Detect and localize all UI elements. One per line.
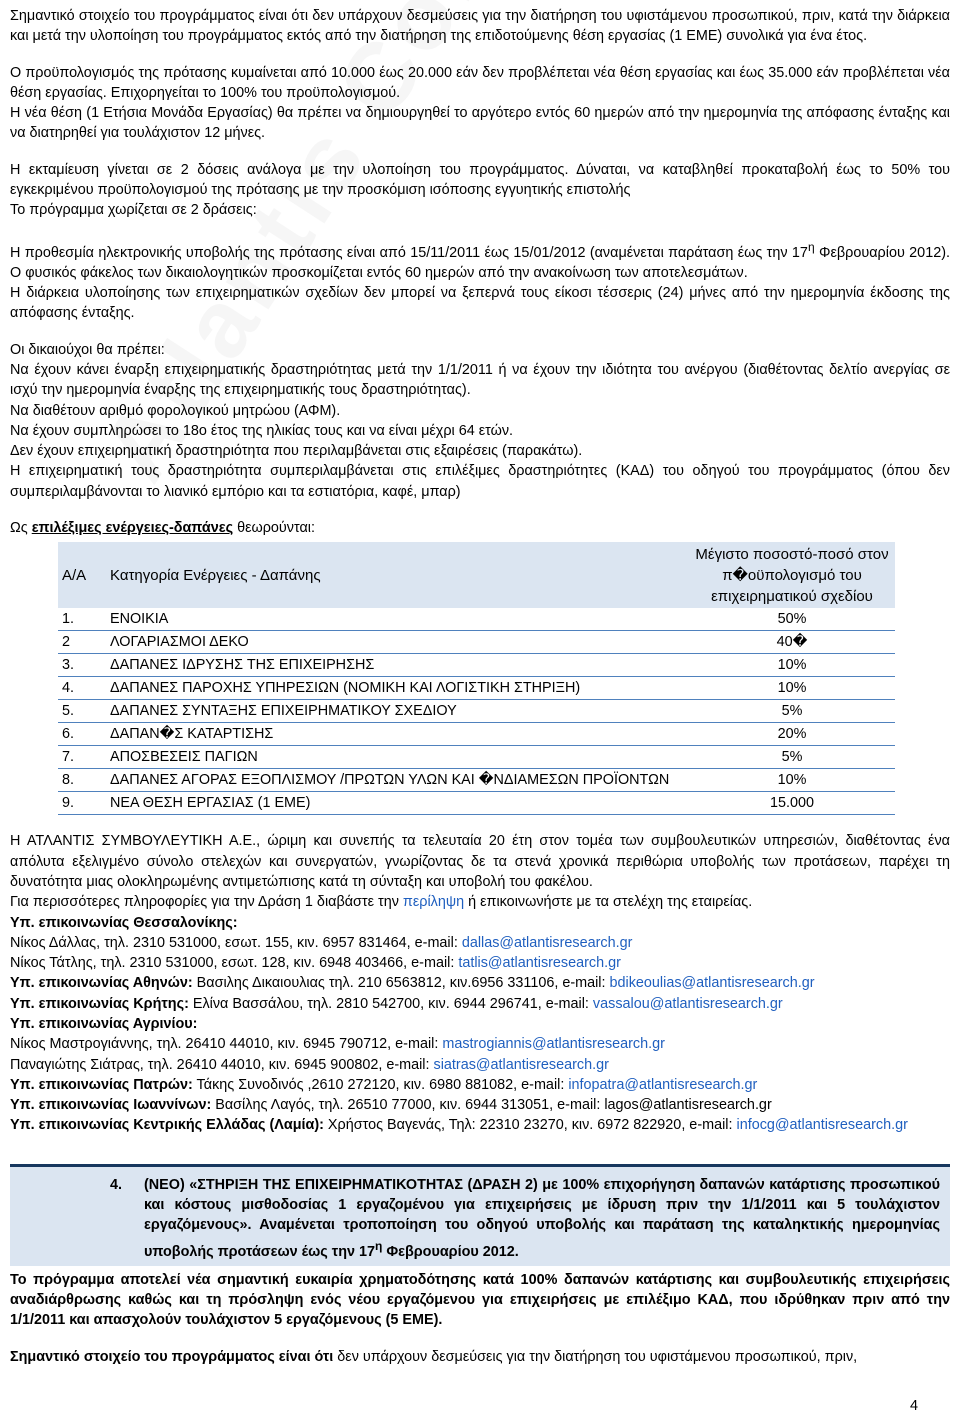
row-category-cell: ΝΕΑ ΘΕΣΗ ΕΡΓΑΣΙΑΣ (1 ΕΜΕ) [106, 792, 689, 815]
table-row [58, 723, 895, 746]
row-category-cell: ΔΑΠΑΝΕΣ ΠΑΡΟΧΗΣ ΥΠΗΡΕΣΙΩΝ (ΝΟΜΙΚΗ ΚΑΙ ΛΟΓΙΣΤΙΚΗ ΣΤΗΡΙΞΗ) [106, 677, 689, 700]
row-value-cell: 5% [689, 746, 895, 769]
row-category-cell: ΔΑΠΑΝ�Σ ΚΑΤΑΡΤΙΣΗΣ [106, 723, 689, 746]
section-4-text: (ΝΕΟ) «ΣΤΗΡΙΞΗ ΤΗΣ ΕΠΙΧΕΙΡΗΜΑΤΙΚΟΤΗΤΑΣ (ΔΡΑΣΗ 2) με 100% επιχορήγηση δαπανών κατάρτισης προσωπικού και κόστους μισθοδοσίας 1 εργαζομένου για επιχειρήσεις με ίδρυση πριν την 1/1/2011 και 5 τουλάχιστον εργαζόμενους». Αναμένεται τροποποίηση του οδηγού υποβολής και παράταση της καταληκτικής ημερομηνίας υποβολής προτάσεων έως την 17 [144, 1176, 940, 1260]
row-category-cell: ΔΑΠΑΝΕΣ ΙΔΡΥΣΗΣ ΤΗΣ ΕΠΙΧΕΙΡΗΣΗΣ [106, 654, 689, 677]
table-row [58, 608, 895, 631]
final-paragraph [10, 1347, 950, 1367]
beneficiary-item: Να έχουν συμπληρώσει το 18ο έτος της ηλικίας τους και να είναι μέχρι 64 ετών. [10, 422, 514, 439]
contact-details: Παναγιώτης Σιάτρας, τηλ. 26410 44010, κιν. 6945 900802, e-mail: [10, 1056, 434, 1073]
section-4-heading [144, 1175, 940, 1262]
row-number-cell: 9. [58, 792, 106, 815]
deadline-text-cont: Φεβρουαρίου 2012). Ο φυσικός φάκελος των δικαιολογητικών προσκομίζεται εντός 60 ημερών από την ανακοίνωση των αποτελεσμάτων. [10, 244, 950, 281]
contact-details: Νίκος Μαστρογιάννης, τηλ. 26410 44010, κιν. 6945 790712, e-mail: [10, 1036, 443, 1053]
final-emphasis: Σημαντικό στοιχείο του προγράμματος είναι ότι [10, 1348, 334, 1365]
email-link[interactable]: siatras@atlantisresearch.gr [433, 1056, 609, 1073]
deadline-text: Η προθεσμία ηλεκτρονικής υποβολής της πρότασης είναι από 15/11/2011 έως 15/01/2012 (αναμένεται παράταση έως την 17 [10, 244, 808, 261]
more-info-text-cont: ή επικοινωνήστε με τα στελέχη της εταιρείας. [464, 894, 753, 911]
email-link[interactable]: tatlis@atlantisresearch.gr [458, 955, 621, 972]
row-number-cell: 8. [58, 769, 106, 792]
contact-agrinio-title: Υπ. επικοινωνίας Αγρινίου: [10, 1016, 198, 1032]
contact-details: Νίκος Τάτλης, τηλ. 2310 531000, εσωτ. 128, κιν. 6948 403466, e-mail: [10, 955, 459, 972]
contact-line [10, 1095, 950, 1115]
row-category-cell: ΛΟΓΑΡΙΑΣΜΟΙ ΔΕΚΟ [106, 631, 689, 654]
disbursement-text: Η εκταμίευση γίνεται σε 2 δόσεις ανάλογα με την υλοποίηση του προγράμματος. [10, 161, 569, 178]
section-4-box [10, 1164, 950, 1266]
row-category-cell: ΔΑΠΑΝΕΣ ΣΥΝΤΑΞΗΣ ΕΠΙΧΕΙΡΗΜΑΤΙΚΟΥ ΣΧΕΔΙΟΥ [106, 700, 689, 723]
header-cell-no: Α/Α [58, 542, 106, 608]
contact-details: Βασίλης Λαγός, τηλ. 26510 77000, κιν. 6944 313051, e-mail: lagos@atlantisresearch.gr [211, 1097, 772, 1114]
disbursement-paragraph [10, 160, 950, 201]
eligible-expenses-table [58, 542, 895, 815]
contact-details: Τάκης Συνοδινός ,2610 272120, κιν. 6980 881082, e-mail: [192, 1076, 569, 1093]
table-row [58, 654, 895, 677]
row-value-cell: 10% [689, 654, 895, 677]
budget-paragraph [10, 63, 950, 104]
row-number-cell: 3. [58, 654, 106, 677]
section-4-superscript: η [375, 1238, 383, 1253]
row-number-cell: 5. [58, 700, 106, 723]
contact-details: Νίκος Δάλλας, τηλ. 2310 531000, εσωτ. 155, κιν. 6957 831464, e-mail: [10, 934, 462, 951]
intro-paragraph: Σημαντικό στοιχείο του προγράμματος είναι ότι δεν υπάρχουν δεσμεύσεις για την διατήρηση του υφιστάμενου προσωπικού, πριν, κατά την διάρκεια και μετά την υλοποίηση του προγράμματος εκτός από την διατήρηση της επιδοτούμενης θέση εργασίας (1 ΕΜΕ) συνολικά για ένα έτος. [10, 8, 950, 45]
eligible-post-text: θεωρούνται: [233, 520, 315, 537]
table-row [58, 769, 895, 792]
page-number: 4 [909, 1398, 918, 1414]
contact-lamia-label: Υπ. επικοινωνίας Κεντρικής Ελλάδας (Λαμία): [10, 1117, 324, 1134]
email-link[interactable]: vassalou@atlantisresearch.gr [592, 995, 783, 1012]
row-number-cell: 6. [58, 723, 106, 746]
contact-patra-label: Υπ. επικοινωνίας Πατρών: [10, 1076, 193, 1093]
row-number-cell: 2 [58, 631, 106, 654]
row-category-cell: ΑΠΟΣΒΕΣΕΙΣ ΠΑΓΙΩΝ [106, 746, 689, 769]
contact-ioannina-label: Υπ. επικοινωνίας Ιωαννίνων: [10, 1097, 212, 1114]
contact-crete-label: Υπ. επικοινωνίας Κρήτης: [10, 995, 189, 1012]
beneficiaries-title: Οι δικαιούχοι θα πρέπει: [10, 341, 165, 358]
email-link[interactable]: bdikeoulias@atlantisresearch.gr [609, 975, 815, 992]
table-row [58, 677, 895, 700]
contact-thessaloniki-title: Υπ. επικοινωνίας Θεσσαλονίκης: [10, 914, 238, 931]
contact-details: Ελίνα Βασσάλου, τηλ. 2810 542700, κιν. 6944 296741, e-mail: [188, 995, 593, 1012]
more-info-paragraph [10, 892, 950, 912]
contact-line [10, 1115, 950, 1135]
more-info-text: Για περισσότερες πληροφορίες για την Δράση 1 διαβάστε την [10, 894, 403, 911]
new-position-paragraph: Η νέα θέση (1 Ετήσια Μονάδα Εργασίας) θα πρέπει να δημιουργηθεί το αργότερο εντός 60 ημερών από την ημερομηνία της απόφασης ένταξης και να διατηρηθεί για τουλάχιστον 12 μήνες. [10, 105, 950, 142]
actions-paragraph: Το πρόγραμμα χωρίζεται σε 2 δράσεις: [10, 202, 257, 219]
table-row [58, 792, 895, 815]
contact-line [10, 953, 950, 973]
row-value-cell: 20% [689, 723, 895, 746]
row-category-cell: ΕΝΟΙΚΙΑ [106, 608, 689, 631]
row-value-cell: 10% [689, 769, 895, 792]
table-row [58, 631, 895, 654]
header-cell-category: Κατηγορία Ενέργειες - Δαπάνης [106, 542, 689, 608]
email-link[interactable]: mastrogiannis@atlantisresearch.gr [442, 1036, 665, 1053]
contact-athens-label: Υπ. επικοινωνίας Αθηνών: [10, 975, 193, 992]
beneficiary-item: Να διαθέτουν αριθμό φορολογικού μητρώου (ΑΦΜ). [10, 402, 341, 419]
deadline-paragraph [10, 237, 950, 283]
contact-line [10, 973, 950, 993]
contact-details: Βασιλης Δικαιουλιας τηλ. 210 6563812, κιν.6956 331106, e-mail: [192, 975, 610, 992]
program-description-paragraph: Το πρόγραμμα αποτελεί νέα σημαντική ευκαιρία χρηματοδότησης κατά 100% δαπανών κατάρτισης και συμβουλευτικής επιχειρήσεις αναδιάρθρωσης καθώς και τη πρόσληψη ενός νέου εργαζόμενου για επιχειρήσεις με επιλέξιμο ΚΑΔ, που ιδρύθηκαν πριν από την 1/1/2011 και απασχολούν τουλάχιστον 5 εργαζόμενους (5 ΕΜΕ). [10, 1271, 950, 1329]
eligible-emphasis: επιλέξιμες ενέργειες-δαπάνες [31, 520, 234, 537]
contact-line [10, 933, 950, 953]
header-cell-max-percent: Μέγιστο ποσοστό-ποσό στον π�οϋπολογισμό του επιχειρηματικού σχεδίου [689, 542, 895, 608]
row-value-cell: 15.000 [689, 792, 895, 815]
section-4-text-cont: Φεβρουαρίου 2012. [382, 1243, 519, 1260]
budget-range-text: Ο προϋπολογισμός της πρότασης κυμαίνεται από 10.000 έως 20.000 εάν δεν προβλέπεται νέα θέση εργασίας και έως 35.000 εάν προβλέπεται νέα θέση εργασίας. [10, 64, 950, 101]
row-value-cell: 10% [689, 677, 895, 700]
deadline-superscript: η [807, 239, 815, 254]
advance-payment-text: Δύναται, να καταβληθεί προκαταβολή έως το 50% του εγκεκριμένου προϋπολογισμού της πρότασης με την προσκόμιση ισόποσης εγγυητικής επιστολής [10, 161, 950, 199]
eligible-pre-text: Ως [10, 520, 32, 537]
row-value-cell: 50% [689, 608, 895, 631]
subsidy-text: Επιχορηγείται το 100% του προϋπολογισμού. [110, 84, 401, 101]
contact-line [10, 1055, 950, 1075]
beneficiary-item: Να έχουν κάνει έναρξη επιχειρηματικής δραστηριότητας μετά την 1/1/2011 ή να έχουν την ιδιότητα του ανέργου (διαθέτοντας δελτίο ανεργίας σε ισχύ την ημερομηνία έναρξης της επιχειρηματικής τους δραστηριότητας). [10, 361, 950, 399]
document-page [10, 6, 950, 1367]
row-value-cell: 40� [689, 631, 895, 654]
row-category-cell: ΔΑΠΑΝΕΣ ΑΓΟΡΑΣ ΕΞΟΠΛΙΣΜΟΥ /ΠΡΩΤΩΝ ΥΛΩΝ ΚΑΙ �ΝΔΙΑΜΕΣΩΝ ΠΡΟΪΟΝΤΩΝ [106, 769, 689, 792]
beneficiary-item: Δεν έχουν επιχειρηματική δραστηριότητα που περιλαμβάνεται στις εξαιρέσεις (παρακάτω). [10, 443, 583, 460]
email-link[interactable]: dallas@atlantisresearch.gr [461, 934, 633, 951]
row-number-cell: 4. [58, 677, 106, 700]
email-link[interactable]: infopatra@atlantisresearch.gr [568, 1076, 758, 1093]
final-text: δεν υπάρχουν δεσμεύσεις για την διατήρηση του υφιστάμενου προσωπικού, πριν, [333, 1348, 858, 1365]
row-value-cell: 5% [689, 700, 895, 723]
eligible-expenses-intro [10, 518, 950, 538]
atlantis-paragraph: Η ΑΤΛΑΝΤΙΣ ΣΥΜΒΟΥΛΕΥΤΙΚΗ Α.Ε., ώριμη και συνεπής τα τελευταία 20 έτη στον τομέα των συμβουλευτικών υπηρεσιών, διαθέτοντας ένα απόλυτα εξελιγμένο σύνολο στελεχών και συνεργατών, γνωρίζοντας δε τα στενά χρονικά περιθώρια υποβολής των προτάσεων, παρέχει τη δυνατότητα μιας ολοκληρωμένης αντιμετώπισης κατά τη σύνταξη και υποβολή του φακέλου. [10, 833, 950, 890]
table-row [58, 700, 895, 723]
row-number-cell: 1. [58, 608, 106, 631]
table-row [58, 746, 895, 769]
contact-details: Χρήστος Βαγενάς, Τηλ: 22310 23270, κιν. 6972 822920, e-mail: [323, 1117, 737, 1134]
summary-link[interactable]: περίληψη [402, 894, 465, 911]
section-number: 4. [110, 1176, 123, 1193]
duration-paragraph: Η διάρκεια υλοποίησης των επιχειρηματικών σχεδίων δεν μπορεί να ξεπερνά τους είκοσι τέσσερις (24) μήνες από την ημερομηνία έκδοσης της απόφασης ένταξης. [10, 285, 950, 322]
contact-line [10, 1075, 950, 1095]
beneficiary-item: Η επιχειρηματική τους δραστηριότητα συμπεριλαμβάνεται στις επιλέξιμες δραστηριότητες (ΚΑΔ) του οδηγού του προγράμματος (όπου δεν συμπεριλαμβάνονται το λιανικό εμπόριο και τα εστιατόρια, καφέ, μπαρ) [10, 463, 950, 500]
contact-line [10, 994, 950, 1014]
email-link[interactable]: infocg@atlantisresearch.gr [736, 1117, 908, 1134]
row-number-cell: 7. [58, 746, 106, 769]
table-header-row [58, 542, 895, 608]
contact-line [10, 1034, 950, 1054]
